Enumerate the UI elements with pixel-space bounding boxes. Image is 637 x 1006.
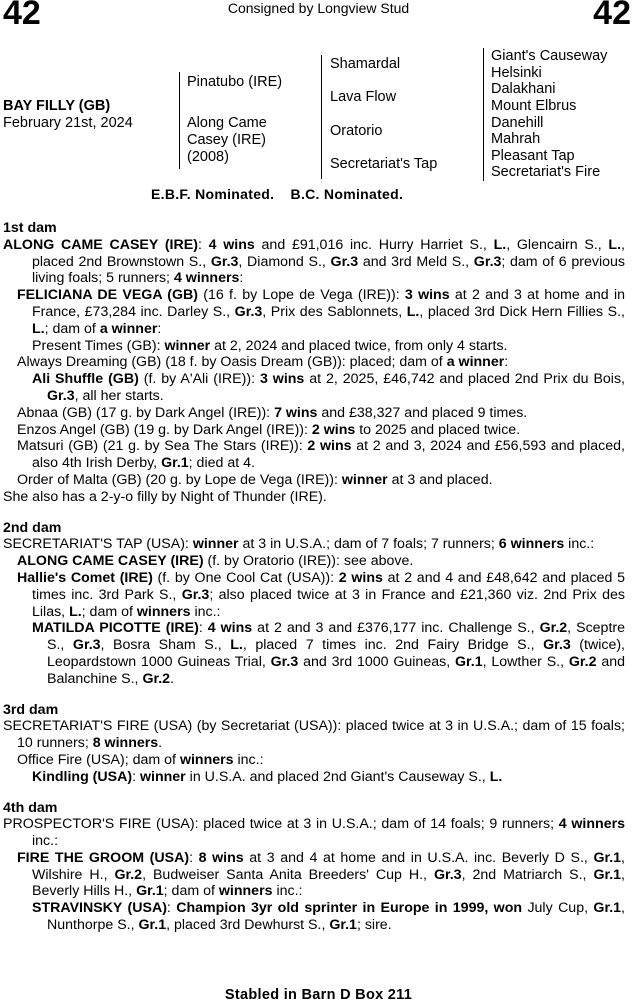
- text-run: PROSPECTOR'S FIRE (USA): placed twice at 3 in U.S.A.; dam of 14 foals; 9 runners;: [3, 816, 559, 833]
- text-run: Present Times (GB):: [32, 337, 165, 354]
- text-run: , Wilshire H.,: [32, 849, 625, 883]
- dam-section: [3, 520, 625, 688]
- text-run: SECRETARIAT'S FIRE (USA) (by Secretariat (USA)): placed twice at 3 in U.S.A.; dam of 15 foals; 10 runners;: [3, 718, 625, 752]
- text-run: , Prix des Sablonnets,: [262, 303, 407, 320]
- text-run: , Nunthorpe S.,: [47, 900, 625, 934]
- text-run: to 2025 and placed twice.: [355, 421, 521, 438]
- text-run: (f. by One Cool Cat (USA)):: [152, 569, 339, 586]
- text-run: , placed 3rd Dick Hern Fillies S.,: [419, 303, 626, 320]
- bold-text: L.: [608, 236, 622, 253]
- bold-text: 4 winners: [173, 270, 240, 287]
- produce-entry: [3, 816, 625, 850]
- text-run: , placed 3rd Dewhurst S.,: [166, 917, 330, 934]
- text-run: , placed 2nd Brownstown S.,: [32, 236, 625, 270]
- pedigree-ggen-4: Mount Elbrus: [491, 98, 577, 114]
- bold-text: Gr.1: [138, 917, 167, 934]
- text-run: :: [157, 320, 162, 337]
- pedigree-ggen-3: Dalakhani: [491, 81, 556, 97]
- bold-text: Gr.2: [114, 866, 143, 883]
- lot-number-right: 42: [593, 0, 631, 32]
- bold-text: Gr.1: [454, 653, 483, 670]
- text-run: ; sire.: [356, 917, 392, 934]
- produce-entry: [3, 371, 625, 405]
- bold-text: winner: [164, 337, 211, 354]
- bold-text: FELICIANA DE VEGA (GB): [17, 287, 199, 304]
- produce-entry: [3, 237, 625, 287]
- bold-text: Gr.3: [234, 303, 263, 320]
- text-run: ; died at 4.: [188, 455, 255, 472]
- text-run: at 3 and 4 at home and in U.S.A. inc. Beverly D S.,: [243, 849, 594, 866]
- bold-text: 8 wins: [198, 849, 244, 866]
- bold-text: L.: [489, 768, 503, 785]
- bold-text: a winner: [446, 354, 505, 371]
- bold-text: 4 wins: [207, 620, 253, 637]
- text-run: , Bosra Sham S.,: [100, 637, 231, 654]
- text-run: :: [189, 849, 199, 866]
- text-run: at 2 and 3 at home and in France, £73,284 inc. Darley S.,: [32, 287, 625, 320]
- produce-entry: [3, 553, 625, 570]
- bold-text: 2 wins: [311, 421, 356, 438]
- produce-entry: [3, 900, 625, 934]
- text-run: at 3 and placed.: [387, 471, 493, 488]
- bold-text: FIRE THE GROOM (USA): [17, 849, 190, 866]
- text-run: :: [166, 900, 177, 917]
- text-run: :: [198, 620, 208, 637]
- bold-text: Gr.3: [210, 253, 239, 270]
- bold-text: L.: [406, 303, 420, 320]
- ebf-nominated: E.B.F. Nominated.: [151, 186, 275, 202]
- produce-entry: [3, 570, 625, 620]
- bold-text: Ali Shuffle (GB): [32, 371, 139, 388]
- produce-entry: [3, 338, 625, 355]
- bold-text: L.: [32, 320, 45, 337]
- pedigree-sire-sire: Shamardal: [330, 56, 401, 72]
- text-run: at 2, 2024 and placed twice, from only 4 starts.: [210, 337, 508, 354]
- bold-text: Gr.3: [543, 637, 571, 654]
- text-run: , 2nd Matriarch S.,: [461, 866, 594, 883]
- pedigree-ggen-7: Pleasant Tap: [491, 148, 575, 164]
- stabling-footer: Stabled in Barn D Box 211: [224, 987, 413, 1003]
- text-run: , Sceptre S.,: [47, 620, 625, 654]
- text-run: ; dam of: [163, 883, 219, 900]
- foaling-date: February 21st, 2024: [3, 115, 133, 131]
- text-run: and 3rd Meld S.,: [358, 253, 474, 270]
- section-heading: 3rd dam: [3, 701, 59, 718]
- text-run: at 2 and 3, 2024 and £56,593 and placed, also 4th Irish Derby,: [32, 438, 625, 472]
- bold-text: STRAVINSKY (USA): [32, 900, 167, 917]
- pedigree-dam-dam: Secretariat's Tap: [330, 156, 438, 172]
- produce-entry: [3, 287, 625, 337]
- bold-text: Gr.1: [593, 866, 622, 883]
- produce-entry: [3, 489, 625, 506]
- bold-text: ALONG CAME CASEY (IRE): [17, 553, 204, 570]
- bold-text: winners: [136, 603, 191, 620]
- bold-text: Gr.3: [433, 866, 462, 883]
- bold-text: L.: [230, 637, 243, 654]
- text-run: .: [170, 670, 174, 687]
- bold-text: Gr.3: [270, 653, 299, 670]
- horse-name: BAY FILLY (GB): [3, 98, 111, 114]
- text-run: Matsuri (GB) (21 g. by Sea The Stars (IRE)):: [17, 438, 308, 455]
- text-run: , Beverly Hills H.,: [32, 866, 625, 900]
- bold-text: Gr.1: [593, 849, 622, 866]
- pedigree-ggen-8: Secretariat's Fire: [491, 164, 601, 180]
- nominations: [151, 186, 403, 202]
- bold-text: L.: [69, 603, 82, 620]
- text-run: inc.:: [32, 833, 59, 850]
- pedigree-ggen-6: Mahrah: [491, 131, 541, 147]
- text-run: Order of Malta (GB) (20 g. by Lope de Vega (IRE)):: [17, 471, 342, 488]
- bold-text: 7 wins: [274, 404, 318, 421]
- text-run: SECRETARIAT'S TAP (USA):: [3, 536, 193, 553]
- bold-text: Gr.2: [539, 620, 568, 637]
- dam-section: [3, 800, 625, 934]
- bold-text: Gr.3: [330, 253, 359, 270]
- text-run: , Glencairn S.,: [506, 236, 609, 253]
- text-run: and Balanchine S.,: [47, 653, 625, 687]
- bold-text: a winner: [99, 320, 158, 337]
- text-run: at 2 and 4 and £48,642 and placed 5 times inc. 3rd Park S.,: [32, 569, 626, 603]
- bold-text: 4 winners: [558, 816, 626, 833]
- text-run: at 3 in U.S.A.; dam of 7 foals; 7 runners;: [238, 536, 499, 553]
- text-run: ; also placed twice at 3 in France and £21,360 viz. 2nd Prix des Lilas,: [32, 586, 625, 620]
- produce-entry: [3, 405, 625, 422]
- text-run: inc.:: [233, 751, 264, 768]
- bold-text: Kindling (USA): [32, 768, 133, 785]
- bold-text: MATILDA PICOTTE (IRE): [32, 620, 199, 637]
- text-run: and £91,016 inc. Hurry Harriet S.,: [254, 236, 494, 253]
- text-run: , Diamond S.,: [238, 253, 331, 270]
- bold-text: 2 wins: [307, 438, 352, 455]
- text-run: Enzos Angel (GB) (19 g. by Dark Angel (IRE)):: [17, 421, 312, 438]
- bold-text: ALONG CAME CASEY (IRE): [3, 236, 198, 253]
- section-heading: 1st dam: [3, 220, 57, 236]
- text-run: ; dam of: [44, 320, 100, 337]
- text-run: (f. by A'Ali (IRE)):: [138, 371, 260, 388]
- bold-text: winners: [179, 751, 234, 768]
- produce-entry: [3, 850, 625, 900]
- produce-entry: [3, 422, 625, 439]
- catalogue-body: [3, 220, 625, 934]
- bold-text: winner: [341, 471, 388, 488]
- text-run: at 2 and 3 and £376,177 inc. Challenge S.,: [252, 620, 540, 637]
- lot-number-left: 42: [3, 0, 41, 32]
- text-run: .: [158, 735, 163, 752]
- text-run: and 3rd 1000 Guineas,: [298, 653, 455, 670]
- pedigree-dam-line1: Along Came: [187, 115, 267, 131]
- text-run: , all her starts.: [74, 387, 164, 404]
- bold-text: Gr.2: [568, 653, 597, 670]
- bold-text: Gr.1: [593, 900, 622, 917]
- text-run: Always Dreaming (GB) (18 f. by Oasis Dream (GB)): placed; dam of: [17, 354, 447, 371]
- bold-text: winner: [139, 768, 186, 785]
- pedigree-dam-line2: Casey (IRE): [187, 132, 266, 148]
- text-run: , Lowther S.,: [482, 653, 569, 670]
- text-run: (16 f. by Lope de Vega (IRE)):: [198, 287, 405, 304]
- pedigree-ggen-2: Helsinki: [491, 65, 542, 81]
- bold-text: Gr.3: [72, 637, 101, 654]
- bc-nominated: B.C. Nominated.: [290, 186, 404, 202]
- text-run: ; dam of 6 previous living foals; 5 runners;: [32, 253, 625, 287]
- pedigree-dam-year: (2008): [187, 149, 229, 165]
- pedigree-dam-sire: Oratorio: [330, 123, 383, 139]
- produce-entry: [3, 354, 625, 371]
- bold-text: 3 wins: [259, 371, 305, 388]
- pedigree-sire-dam: Lava Flow: [330, 89, 397, 105]
- bold-text: Gr.1: [161, 455, 189, 472]
- bold-text: winners: [218, 883, 273, 900]
- text-run: and £38,327 and placed 9 times.: [317, 404, 528, 421]
- bold-text: Gr.3: [473, 253, 502, 270]
- text-run: inc.:: [564, 536, 595, 553]
- text-run: :: [132, 768, 140, 785]
- pedigree-ggen-1: Giant's Causeway: [491, 48, 608, 64]
- text-run: Abnaa (GB) (17 g. by Dark Angel (IRE)):: [17, 404, 275, 421]
- consignor-line: Consigned by Longview Stud: [227, 0, 410, 16]
- dam-section: [3, 702, 625, 786]
- text-run: ; dam of: [81, 603, 137, 620]
- produce-entry: [3, 769, 625, 786]
- text-run: inc.:: [190, 603, 221, 620]
- bold-text: 6 winners: [498, 536, 565, 553]
- bold-text: Gr.3: [181, 586, 210, 603]
- pedigree-ggen-5: Danehill: [491, 115, 544, 131]
- bold-text: Gr.1: [329, 917, 357, 934]
- bold-text: 2 wins: [338, 569, 383, 586]
- bold-text: 3 wins: [404, 287, 450, 304]
- text-run: , placed 7 times inc. 2nd Fairy Bridge S.,: [242, 637, 544, 654]
- text-run: :: [504, 354, 509, 371]
- section-heading: 4th dam: [3, 799, 58, 816]
- produce-entry: [3, 472, 625, 489]
- text-run: :: [197, 236, 209, 253]
- bold-text: Gr.1: [136, 883, 164, 900]
- bold-text: L.: [493, 236, 507, 253]
- pedigree-sire: Pinatubo (IRE): [187, 74, 283, 90]
- bold-text: Gr.3: [47, 387, 75, 404]
- text-run: (f. by Oratorio (IRE)): see above.: [203, 553, 414, 570]
- text-run: at 2, 2025, £46,742 and placed 2nd Prix du Bois,: [304, 371, 625, 388]
- section-heading: 2nd dam: [3, 519, 62, 536]
- produce-entry: [3, 438, 625, 472]
- bold-text: winner: [192, 536, 239, 553]
- text-run: :: [239, 270, 244, 287]
- text-run: Office Fire (USA); dam of: [17, 751, 180, 768]
- produce-entry: [3, 718, 625, 752]
- bold-text: 4 wins: [208, 236, 255, 253]
- bold-text: Gr.2: [142, 670, 171, 687]
- text-run: July Cup,: [522, 900, 594, 917]
- bold-text: 8 winners: [92, 735, 159, 752]
- produce-entry: [3, 752, 625, 769]
- text-run: , Budweiser Santa Anita Breeders' Cup H.,: [142, 866, 434, 883]
- bold-text: Hallie's Comet (IRE): [17, 569, 153, 586]
- text-run: She also has a 2-y-o filly by Night of Thunder (IRE).: [3, 488, 327, 505]
- text-run: in U.S.A. and placed 2nd Giant's Causeway S.,: [185, 768, 490, 785]
- produce-entry: [3, 620, 625, 687]
- produce-entry: [3, 536, 625, 553]
- dam-section: [3, 220, 625, 506]
- text-run: inc.:: [272, 883, 303, 900]
- bold-text: Champion 3yr old sprinter in Europe in 1999, won: [176, 900, 523, 917]
- text-run: (twice), Leopardstown 1000 Guineas Trial,: [47, 637, 625, 670]
